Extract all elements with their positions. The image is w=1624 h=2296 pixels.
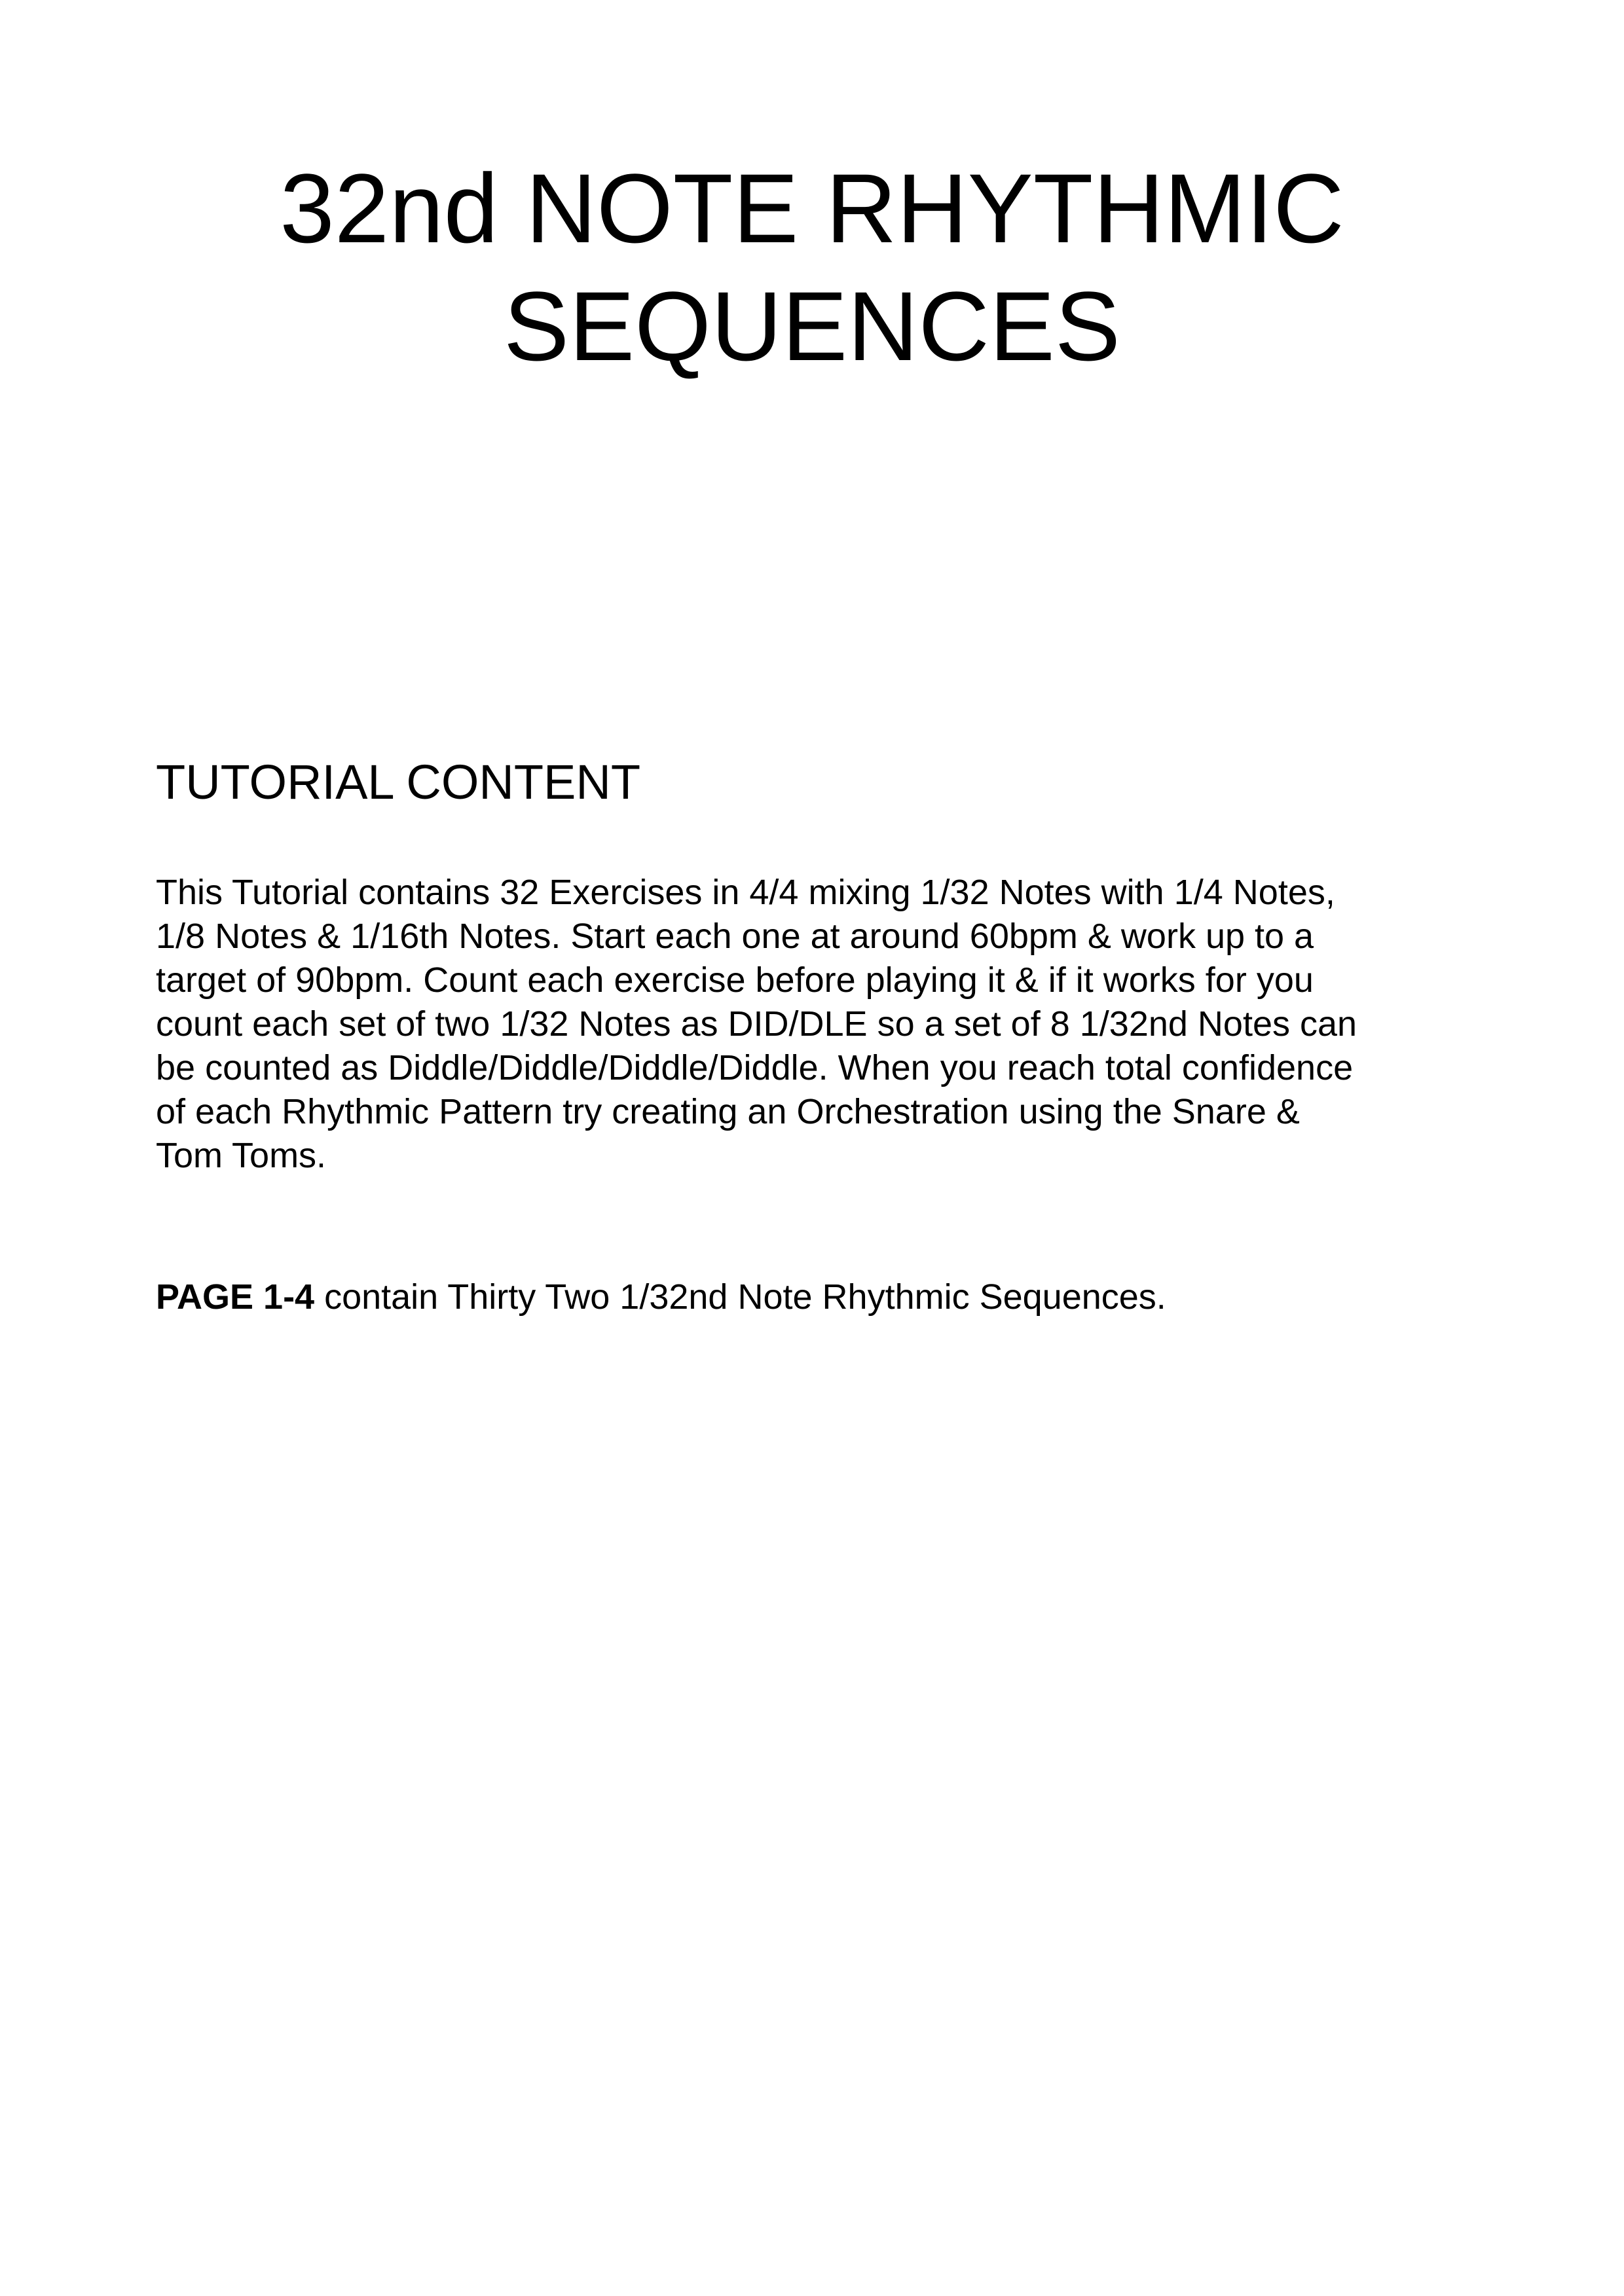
intro-line: be counted as Diddle/Diddle/Diddle/Diddle. When you reach total confidence <box>156 1048 1354 1087</box>
intro-line: target of 90bpm. Count each exercise before playing it & if it works for you <box>156 960 1314 1000</box>
intro-line: 1/8 Notes & 1/16th Notes. Start each one at around 60bpm & work up to a <box>156 917 1314 956</box>
page-title <box>157 149 1467 385</box>
intro-line: Tom Toms. <box>156 1136 327 1175</box>
intro-paragraph <box>156 871 1505 1178</box>
page-range-label: PAGE 1-4 <box>156 1277 315 1317</box>
page-range-text: contain Thirty Two 1/32nd Note Rhythmic Sequences. <box>314 1277 1166 1317</box>
page-title-line-1: 32nd NOTE RHYTHMIC <box>280 153 1344 263</box>
page-title-line-2: SEQUENCES <box>504 271 1120 381</box>
intro-line: of each Rhythmic Pattern try creating an Orchestration using the Snare & <box>156 1092 1300 1131</box>
intro-line: This Tutorial contains 32 Exercises in 4/4 mixing 1/32 Notes with 1/4 Notes, <box>156 873 1335 912</box>
section-heading: TUTORIAL CONTENT <box>156 755 641 809</box>
intro-line: count each set of two 1/32 Notes as DID/DLE so a set of 8 1/32nd Notes can <box>156 1004 1357 1044</box>
page-range-note <box>156 1275 1166 1319</box>
